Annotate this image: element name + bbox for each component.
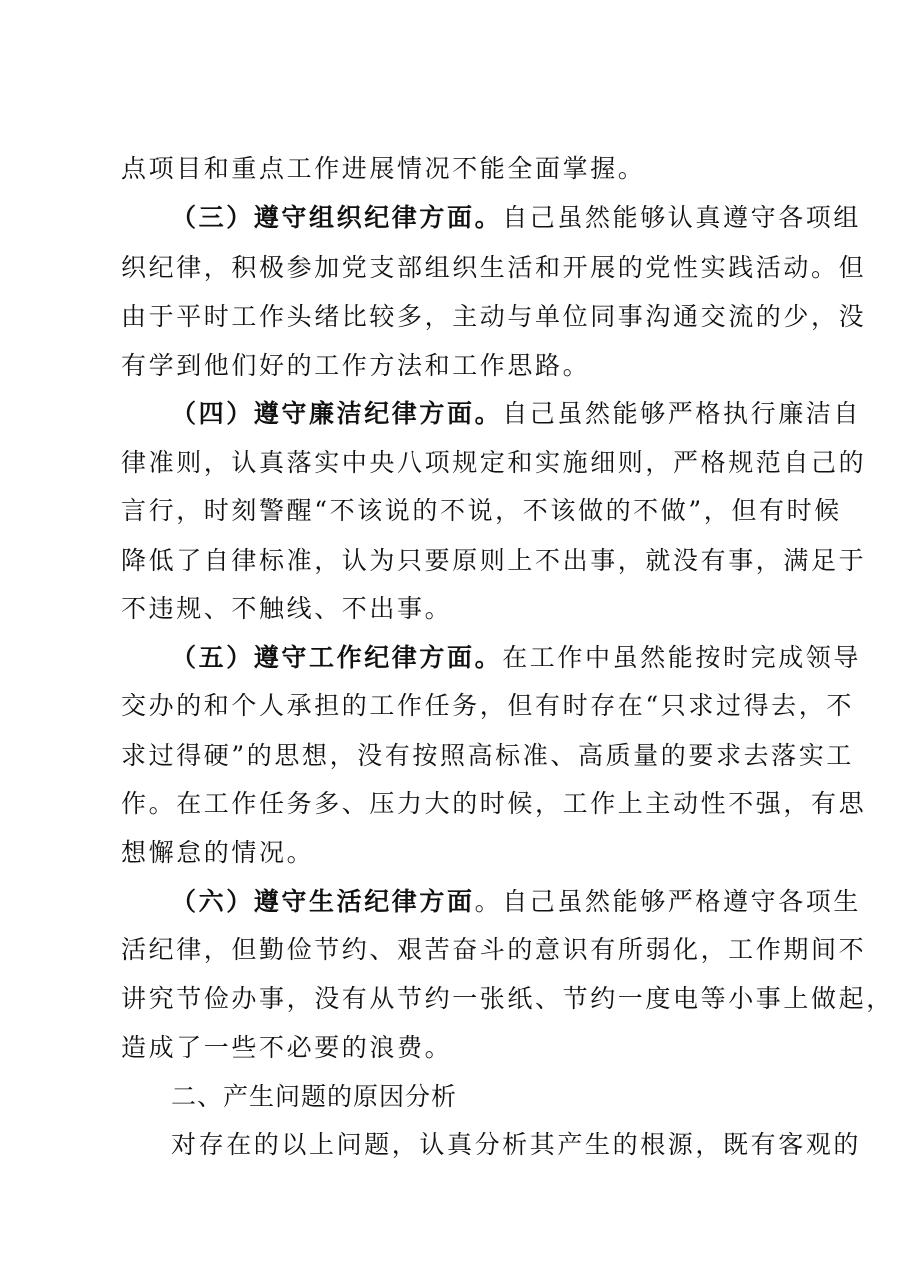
section-5-first-line [171, 641, 862, 675]
section-4-text: 自己虽然能够严格执行廉洁自 [502, 399, 862, 428]
paragraph-line: 造成了一些不必要的浪费。 [121, 1033, 453, 1062]
paragraph-line: 不违规、不触线、不出事。 [121, 594, 453, 623]
section-6-title: （六）遵守生活纪律方面 [171, 887, 475, 916]
paragraph-line: 求过得硬”的思想，没有按照高标准、高质量的要求去落实工 [121, 741, 854, 770]
paragraph-line: 有学到他们好的工作方法和工作思路。 [121, 351, 591, 380]
paragraph-line: 言行，时刻警醒“不该说的不说，不该做的不做”，但有时候 [121, 496, 842, 525]
paragraph-line: 交办的和个人承担的工作任务，但有时存在“只求过得去，不 [121, 691, 854, 720]
paragraph-line: 点项目和重点工作进展情况不能全面掌握。 [121, 154, 646, 183]
paragraph-line: 作。在工作任务多、压力大的时候，工作上主动性不强，有思 [121, 789, 867, 818]
section-4-first-line [171, 397, 862, 431]
section-3-title: （三）遵守组织纪律方面。 [171, 203, 503, 232]
section-3-first-line [171, 201, 862, 235]
section-5-title: （五）遵守工作纪律方面。 [171, 643, 503, 672]
part-2-heading: 二、产生问题的原因分析 [171, 1082, 458, 1111]
paragraph-line: 想懈怠的情况。 [121, 838, 315, 867]
paragraph-line: 律准则，认真落实中央八项规定和实施细则，严格规范自己的 [121, 448, 867, 477]
section-5-text: 在工作中虽然能按时完成领导 [502, 643, 862, 672]
section-3-text: 自己虽然能够认真遵守各项组 [502, 203, 862, 232]
section-6-first-line [171, 885, 862, 919]
paragraph-line: 降低了自律标准，认为只要原则上不出事，就没有事，满足于 [121, 546, 867, 575]
paragraph-line: 活纪律，但勤俭节约、艰苦奋斗的意识有所弱化，工作期间不 [121, 935, 867, 964]
paragraph-line: 由于平时工作头绪比较多，主动与单位同事沟通交流的少，没 [121, 302, 867, 331]
section-4-title: （四）遵守廉洁纪律方面。 [171, 399, 503, 428]
paragraph-line: 对存在的以上问题，认真分析其产生的根源，既有客观的 [171, 1130, 862, 1159]
section-6-text: 。自己虽然能够严格遵守各项生 [474, 887, 862, 916]
paragraph-line: 讲究节俭办事，没有从节约一张纸、节约一度电等小事上做起， [121, 984, 894, 1013]
paragraph-line: 织纪律，积极参加党支部组织生活和开展的党性实践活动。但 [121, 253, 867, 282]
